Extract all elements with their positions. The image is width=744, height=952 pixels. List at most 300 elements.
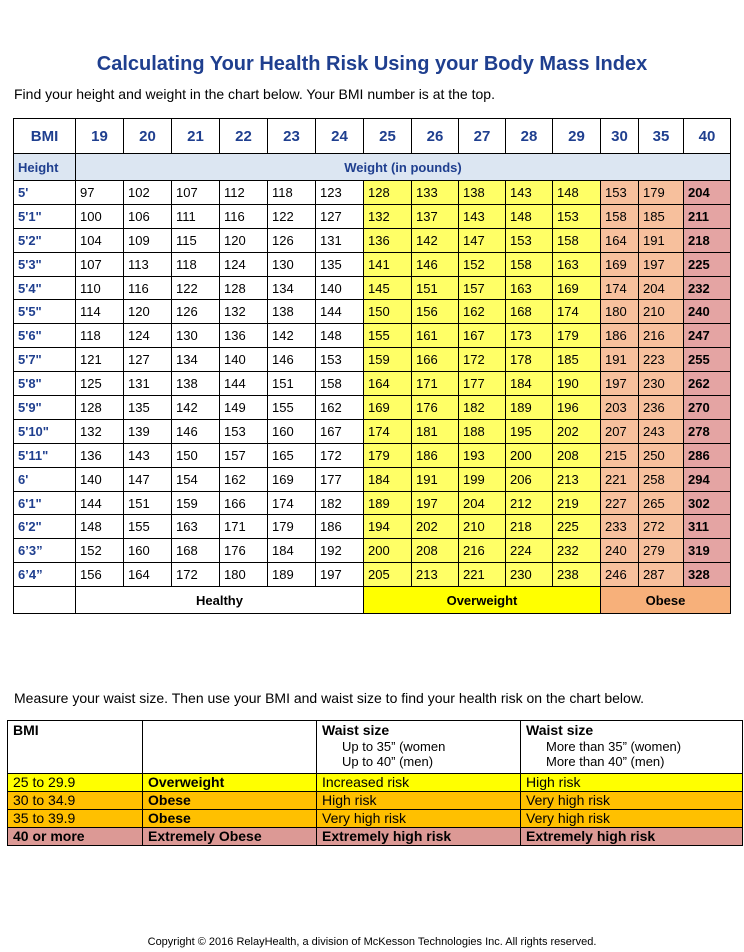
weight-cell: 152 (459, 252, 506, 276)
weight-cell: 286 (684, 443, 731, 467)
weight-cell: 218 (684, 228, 731, 252)
weight-cell: 132 (220, 300, 268, 324)
risk-col-waist-large: Waist size More than 35” (women) More than 40” (men) (521, 721, 743, 774)
height-cell: 5'1" (14, 204, 76, 228)
height-row (14, 228, 731, 252)
weight-cell: 132 (364, 204, 412, 228)
weight-cell: 133 (412, 181, 459, 205)
weight-cell: 156 (76, 563, 124, 587)
weight-cell: 212 (506, 491, 553, 515)
weight-cell: 100 (76, 204, 124, 228)
weight-cell: 142 (172, 396, 220, 420)
weight-cell: 186 (601, 324, 639, 348)
risk-row (8, 774, 743, 792)
weight-cell: 192 (316, 539, 364, 563)
category-overweight: Overweight (364, 587, 601, 614)
weight-cell: 127 (316, 204, 364, 228)
height-cell: 6’3” (14, 539, 76, 563)
height-cell: 5'2" (14, 228, 76, 252)
weight-cell: 137 (412, 204, 459, 228)
weight-cell: 104 (76, 228, 124, 252)
weight-cell: 211 (684, 204, 731, 228)
weight-cell: 128 (220, 276, 268, 300)
weight-cell: 158 (553, 228, 601, 252)
weight-cell: 172 (172, 563, 220, 587)
height-cell: 5'10" (14, 419, 76, 443)
weight-cell: 243 (639, 419, 684, 443)
weight-cell: 134 (172, 348, 220, 372)
weight-cell: 193 (459, 443, 506, 467)
risk-category-cell: Obese (143, 810, 317, 828)
risk-col-waist-small: Waist size Up to 35” (women Up to 40” (men) (317, 721, 521, 774)
weight-cell: 116 (220, 204, 268, 228)
weight-cell: 191 (639, 228, 684, 252)
height-cell: 6’4” (14, 563, 76, 587)
weight-cell: 164 (601, 228, 639, 252)
weight-cell: 221 (459, 563, 506, 587)
risk-bmi-cell: 30 to 34.9 (8, 792, 143, 810)
weight-cell: 208 (412, 539, 459, 563)
weight-cell: 197 (412, 491, 459, 515)
weight-cell: 233 (601, 515, 639, 539)
weight-cell: 128 (76, 396, 124, 420)
bmi-chart-table (13, 118, 731, 614)
weight-cell: 272 (639, 515, 684, 539)
weight-cell: 328 (684, 563, 731, 587)
weight-cell: 123 (316, 181, 364, 205)
weight-cell: 173 (506, 324, 553, 348)
weight-cell: 171 (220, 515, 268, 539)
weight-cell: 171 (412, 372, 459, 396)
category-row (14, 587, 731, 614)
weight-cell: 153 (316, 348, 364, 372)
weight-cell: 146 (412, 252, 459, 276)
weight-cell: 181 (412, 419, 459, 443)
weight-cell: 163 (172, 515, 220, 539)
weight-cell: 138 (268, 300, 316, 324)
height-row (14, 204, 731, 228)
weight-cell: 153 (506, 228, 553, 252)
weight-cell: 172 (459, 348, 506, 372)
height-cell: 5'5" (14, 300, 76, 324)
weight-cell: 147 (459, 228, 506, 252)
weight-cell: 250 (639, 443, 684, 467)
weight-cell: 151 (412, 276, 459, 300)
risk-waist-small-cell: Very high risk (317, 810, 521, 828)
weight-cell: 189 (506, 396, 553, 420)
height-cell: 5' (14, 181, 76, 205)
weight-cell: 166 (412, 348, 459, 372)
weight-cell: 182 (316, 491, 364, 515)
bmi-value-header: 28 (506, 119, 553, 154)
weight-cell: 180 (601, 300, 639, 324)
bmi-value-header: 21 (172, 119, 220, 154)
weight-cell: 167 (316, 419, 364, 443)
weight-cell: 210 (459, 515, 506, 539)
risk-waist-large-cell: Very high risk (521, 810, 743, 828)
weight-cell: 110 (76, 276, 124, 300)
weight-cell: 154 (172, 467, 220, 491)
weight-cell: 224 (506, 539, 553, 563)
weight-cell: 153 (553, 204, 601, 228)
weight-cell: 153 (220, 419, 268, 443)
bmi-value-header: 20 (124, 119, 172, 154)
weight-cell: 111 (172, 204, 220, 228)
risk-row (8, 792, 743, 810)
weight-cell: 174 (364, 419, 412, 443)
weight-cell: 205 (364, 563, 412, 587)
weight-cell: 144 (316, 300, 364, 324)
weight-cell: 216 (459, 539, 506, 563)
weight-cell: 178 (506, 348, 553, 372)
weight-cell: 143 (506, 181, 553, 205)
weight-cell: 140 (316, 276, 364, 300)
weight-cell: 168 (506, 300, 553, 324)
weight-cell: 141 (364, 252, 412, 276)
weight-cell: 127 (124, 348, 172, 372)
weight-cell: 155 (364, 324, 412, 348)
weight-cell: 124 (220, 252, 268, 276)
risk-category-cell: Extremely Obese (143, 828, 317, 846)
weight-cell: 151 (268, 372, 316, 396)
weight-cell: 102 (124, 181, 172, 205)
weight-cell: 223 (639, 348, 684, 372)
weight-cell: 126 (268, 228, 316, 252)
risk-category-cell: Obese (143, 792, 317, 810)
height-cell: 5'6" (14, 324, 76, 348)
weight-cell: 262 (684, 372, 731, 396)
height-row (14, 324, 731, 348)
weight-cell: 162 (459, 300, 506, 324)
weight-cell: 158 (316, 372, 364, 396)
category-healthy: Healthy (76, 587, 364, 614)
weight-cell: 191 (601, 348, 639, 372)
risk-waist-large-cell: Extremely high risk (521, 828, 743, 846)
height-cell: 5'3" (14, 252, 76, 276)
weight-cell: 230 (639, 372, 684, 396)
weight-cell: 206 (506, 467, 553, 491)
weight-cell: 168 (172, 539, 220, 563)
weight-cell: 142 (268, 324, 316, 348)
weight-cell: 124 (124, 324, 172, 348)
weight-cell: 319 (684, 539, 731, 563)
risk-category-cell: Overweight (143, 774, 317, 792)
risk-bmi-cell: 40 or more (8, 828, 143, 846)
weight-cell: 176 (220, 539, 268, 563)
weight-cell: 143 (459, 204, 506, 228)
weight-cell: 184 (506, 372, 553, 396)
weight-cell: 120 (220, 228, 268, 252)
weight-cell: 169 (364, 396, 412, 420)
weight-cell: 116 (124, 276, 172, 300)
weight-cell: 118 (268, 181, 316, 205)
weight-cell: 208 (553, 443, 601, 467)
weight-cell: 157 (220, 443, 268, 467)
weight-cell: 294 (684, 467, 731, 491)
weight-cell: 130 (268, 252, 316, 276)
weight-cell: 265 (639, 491, 684, 515)
weight-cell: 121 (76, 348, 124, 372)
weight-cell: 169 (268, 467, 316, 491)
height-row (14, 491, 731, 515)
weight-cell: 213 (553, 467, 601, 491)
weight-cell: 204 (684, 181, 731, 205)
weight-cell: 215 (601, 443, 639, 467)
weight-cell: 200 (364, 539, 412, 563)
weight-cell: 180 (220, 563, 268, 587)
weight-cell: 302 (684, 491, 731, 515)
weight-cell: 279 (639, 539, 684, 563)
weight-cell: 172 (316, 443, 364, 467)
weight-cell: 135 (124, 396, 172, 420)
weight-cell: 255 (684, 348, 731, 372)
weight-cell: 148 (553, 181, 601, 205)
weight-cell: 240 (684, 300, 731, 324)
height-row (14, 372, 731, 396)
weight-cell: 169 (601, 252, 639, 276)
risk-waist-large-cell: Very high risk (521, 792, 743, 810)
height-row (14, 563, 731, 587)
risk-col-category (143, 721, 317, 774)
weight-cell: 199 (459, 467, 506, 491)
weight-cell: 278 (684, 419, 731, 443)
weight-cell: 179 (553, 324, 601, 348)
weight-cell: 148 (506, 204, 553, 228)
bmi-value-header: 22 (220, 119, 268, 154)
height-weight-header-row (14, 154, 731, 181)
weight-cell: 174 (553, 300, 601, 324)
weight-cell: 152 (76, 539, 124, 563)
height-cell: 6'2" (14, 515, 76, 539)
weight-cell: 107 (172, 181, 220, 205)
weight-cell: 144 (220, 372, 268, 396)
weight-cell: 258 (639, 467, 684, 491)
weight-cell: 213 (412, 563, 459, 587)
weight-cell: 169 (553, 276, 601, 300)
height-cell: 5'9" (14, 396, 76, 420)
bmi-value-header: 27 (459, 119, 506, 154)
weight-cell: 147 (124, 467, 172, 491)
height-cell: 5'4" (14, 276, 76, 300)
risk-waist-small-cell: Extremely high risk (317, 828, 521, 846)
weight-cell: 148 (316, 324, 364, 348)
bmi-value-header: 19 (76, 119, 124, 154)
weight-cell: 179 (639, 181, 684, 205)
weight-cell: 188 (459, 419, 506, 443)
weight-cell: 204 (639, 276, 684, 300)
risk-bmi-cell: 25 to 29.9 (8, 774, 143, 792)
height-row (14, 181, 731, 205)
risk-waist-large-cell: High risk (521, 774, 743, 792)
weight-cell: 164 (364, 372, 412, 396)
height-row (14, 539, 731, 563)
weight-cell: 97 (76, 181, 124, 205)
bmi-label: BMI (14, 119, 76, 154)
weight-cell: 138 (172, 372, 220, 396)
weight-cell: 287 (639, 563, 684, 587)
weight-cell: 195 (506, 419, 553, 443)
risk-col-bmi: BMI (8, 721, 143, 774)
weight-cell: 191 (412, 467, 459, 491)
weight-cell: 227 (601, 491, 639, 515)
weight-cell: 240 (601, 539, 639, 563)
weight-cell: 158 (506, 252, 553, 276)
weight-cell: 122 (268, 204, 316, 228)
weight-cell: 143 (124, 443, 172, 467)
bmi-value-header: 26 (412, 119, 459, 154)
weight-cell: 162 (220, 467, 268, 491)
weight-cell: 184 (364, 467, 412, 491)
risk-waist-small-cell: Increased risk (317, 774, 521, 792)
weight-cell: 131 (124, 372, 172, 396)
height-cell: 6' (14, 467, 76, 491)
weight-cell: 219 (553, 491, 601, 515)
height-cell: 6'1" (14, 491, 76, 515)
weight-cell: 145 (364, 276, 412, 300)
weight-cell: 196 (553, 396, 601, 420)
weight-cell: 140 (76, 467, 124, 491)
risk-header-row (8, 721, 743, 774)
height-row (14, 276, 731, 300)
weight-cell: 158 (601, 204, 639, 228)
weight-cell: 218 (506, 515, 553, 539)
weight-cell: 106 (124, 204, 172, 228)
weight-cell: 174 (601, 276, 639, 300)
weight-cell: 177 (316, 467, 364, 491)
category-obese: Obese (601, 587, 731, 614)
weight-cell: 185 (553, 348, 601, 372)
risk-row (8, 810, 743, 828)
weight-cell: 149 (220, 396, 268, 420)
height-row (14, 515, 731, 539)
weight-cell: 247 (684, 324, 731, 348)
weight-cell: 140 (220, 348, 268, 372)
weight-cell: 131 (316, 228, 364, 252)
weight-cell: 157 (459, 276, 506, 300)
weight-cell: 232 (684, 276, 731, 300)
weight-cell: 135 (316, 252, 364, 276)
weight-cell: 186 (316, 515, 364, 539)
height-row (14, 443, 731, 467)
height-row (14, 300, 731, 324)
weight-cell: 207 (601, 419, 639, 443)
height-row (14, 348, 731, 372)
weight-cell: 126 (172, 300, 220, 324)
weight-cell: 200 (506, 443, 553, 467)
weight-cell: 130 (172, 324, 220, 348)
weight-cell: 148 (76, 515, 124, 539)
height-label: Height (14, 154, 76, 181)
weight-cell: 182 (459, 396, 506, 420)
bmi-value-header: 30 (601, 119, 639, 154)
risk-row (8, 828, 743, 846)
weight-cell: 311 (684, 515, 731, 539)
health-risk-table (7, 720, 743, 846)
weight-cell: 163 (506, 276, 553, 300)
weight-cell: 125 (76, 372, 124, 396)
weight-cell: 120 (124, 300, 172, 324)
weight-cell: 230 (506, 563, 553, 587)
weight-cell: 221 (601, 467, 639, 491)
weight-cell: 115 (172, 228, 220, 252)
weight-cell: 122 (172, 276, 220, 300)
weight-cell: 160 (124, 539, 172, 563)
weight-cell: 138 (459, 181, 506, 205)
bmi-value-header: 23 (268, 119, 316, 154)
height-cell: 5'11" (14, 443, 76, 467)
weight-cell: 236 (639, 396, 684, 420)
bmi-value-header: 35 (639, 119, 684, 154)
weight-cell: 134 (268, 276, 316, 300)
weight-cell: 118 (76, 324, 124, 348)
weight-cell: 166 (220, 491, 268, 515)
height-row (14, 252, 731, 276)
weight-cell: 162 (316, 396, 364, 420)
weight-cell: 174 (268, 491, 316, 515)
weight-cell: 216 (639, 324, 684, 348)
weight-cell: 150 (364, 300, 412, 324)
weight-cell: 150 (172, 443, 220, 467)
weight-cell: 232 (553, 539, 601, 563)
weight-cell: 210 (639, 300, 684, 324)
weight-cell: 186 (412, 443, 459, 467)
weight-cell: 176 (412, 396, 459, 420)
weight-cell: 190 (553, 372, 601, 396)
weight-cell: 184 (268, 539, 316, 563)
weight-cell: 159 (172, 491, 220, 515)
page-title: Calculating Your Health Risk Using your Body Mass Index (96, 53, 648, 75)
weight-cell: 136 (220, 324, 268, 348)
weight-cell: 146 (172, 419, 220, 443)
weight-cell: 159 (364, 348, 412, 372)
risk-waist-small-cell: High risk (317, 792, 521, 810)
weight-cell: 153 (601, 181, 639, 205)
weight-cell: 128 (364, 181, 412, 205)
weight-cell: 246 (601, 563, 639, 587)
weight-cell: 270 (684, 396, 731, 420)
weight-cell: 197 (601, 372, 639, 396)
weight-cell: 155 (124, 515, 172, 539)
weight-cell: 185 (639, 204, 684, 228)
weight-cell: 202 (412, 515, 459, 539)
bmi-value-header: 40 (684, 119, 731, 154)
weight-cell: 112 (220, 181, 268, 205)
weight-cell: 113 (124, 252, 172, 276)
weight-cell: 144 (76, 491, 124, 515)
weight-cell: 114 (76, 300, 124, 324)
waist-intro-text: Measure your waist size. Then use your BMI and waist size to find your health risk on the chart below. (14, 690, 645, 706)
weight-cell: 204 (459, 491, 506, 515)
weight-caption: Weight (in pounds) (76, 154, 731, 181)
weight-cell: 197 (316, 563, 364, 587)
height-row (14, 419, 731, 443)
weight-cell: 203 (601, 396, 639, 420)
weight-cell: 189 (268, 563, 316, 587)
weight-cell: 151 (124, 491, 172, 515)
bmi-value-header: 29 (553, 119, 601, 154)
weight-cell: 161 (412, 324, 459, 348)
weight-cell: 225 (684, 252, 731, 276)
weight-cell: 197 (639, 252, 684, 276)
weight-cell: 202 (553, 419, 601, 443)
weight-cell: 146 (268, 348, 316, 372)
category-spacer (14, 587, 76, 614)
weight-cell: 225 (553, 515, 601, 539)
weight-cell: 136 (76, 443, 124, 467)
weight-cell: 118 (172, 252, 220, 276)
weight-cell: 142 (412, 228, 459, 252)
bmi-header-row (14, 119, 731, 154)
